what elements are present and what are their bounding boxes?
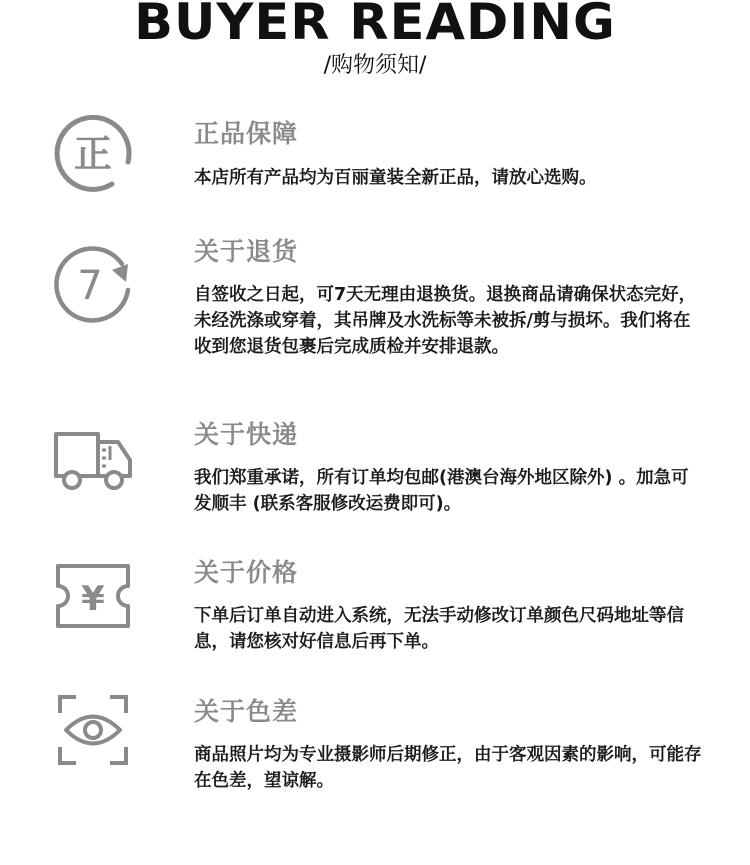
section-body: 商品照片均为专业摄影师后期修正，由于客观因素的影响，可能存在色差，望谅解。 [194, 745, 702, 791]
section-body: 自签收之日起，可7天无理由退换货。退换商品请确保状态完好，未经洗涤或穿着，其吊牌及水洗标等未被拆/剪与损坏。我们将在收到您退货包裹后完成质检并安排退款。 [194, 285, 697, 357]
page-title: BUYER READING [134, 0, 616, 51]
svg-text:¥: ¥ [81, 579, 105, 619]
section-title: 关于色差 [194, 697, 299, 726]
eye-icon [52, 689, 134, 771]
svg-text:7: 7 [77, 263, 103, 309]
price-ticket-icon [52, 556, 134, 638]
delivery-truck-icon [52, 420, 134, 502]
section-body: 本店所有产品均为百丽童装全新正品，请放心选购。 [194, 168, 597, 188]
section-title: 正品保障 [194, 119, 299, 148]
section-body: 下单后订单自动进入系统，无法手动修改订单颜色尺码地址等信息，请您核对好信息后再下单。 [194, 606, 684, 652]
page-subtitle: /购物须知/ [323, 53, 427, 78]
section-title: 关于价格 [194, 558, 299, 587]
section-title: 关于快递 [194, 420, 299, 449]
section-body: 我们郑重承诺，所有订单均包邮(港澳台海外地区除外) 。加急可发顺丰 (联系客服修改运费即可)。 [194, 468, 689, 514]
authentic-icon [52, 112, 134, 194]
seven-day-return-icon [52, 242, 134, 324]
svg-text:正: 正 [73, 132, 113, 176]
section-title: 关于退货 [194, 237, 299, 266]
